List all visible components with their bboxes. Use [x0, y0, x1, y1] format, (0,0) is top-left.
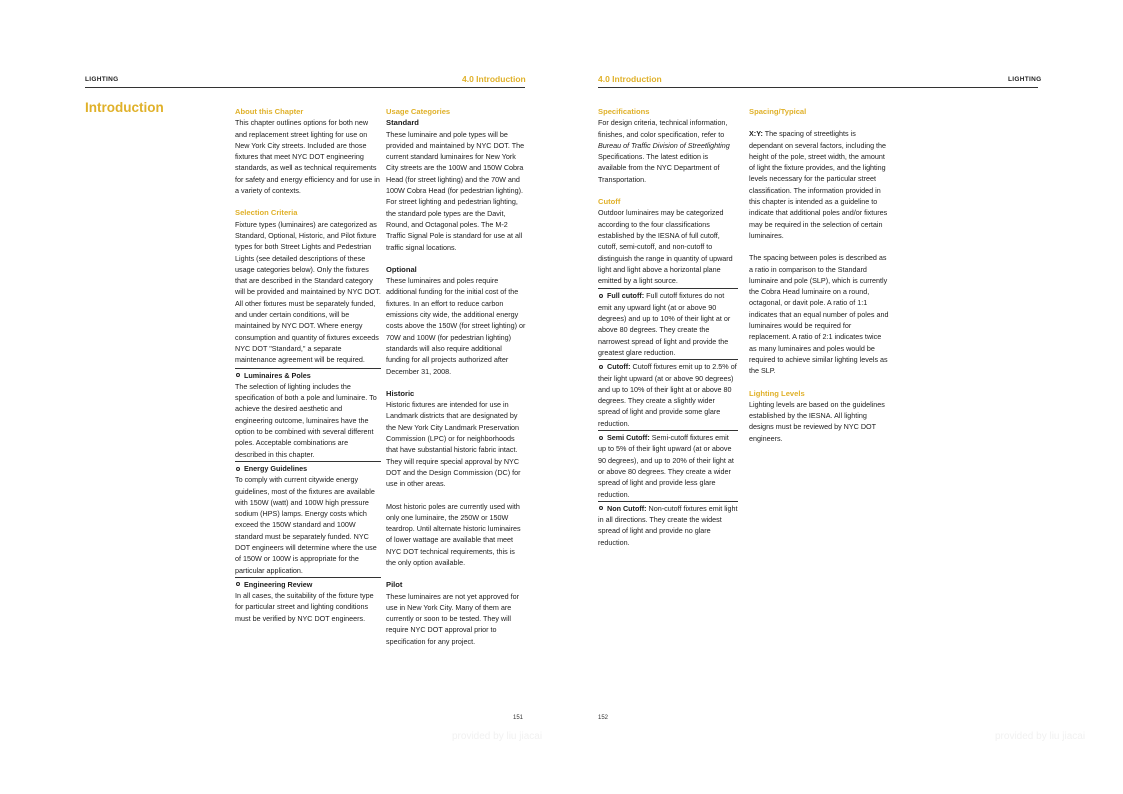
bullet-non-cutoff [598, 501, 738, 548]
bullet-circle-icon [599, 365, 603, 369]
right-column-2 [749, 106, 889, 455]
about-text: This chapter outlines options for both new and replacement street lighting for use on New York City streets. Included are those fixtures that meet NYC DOT engineering standards, as well as technical requirements for safety and energy efficiency and for use in a variety of contexts. [235, 118, 380, 196]
bullet-circle-icon [599, 506, 603, 510]
bullet-circle-icon [599, 436, 603, 440]
standard-text: These luminaire and pole types will be provided and maintained by NYC DOT. The current standard luminaires for New York City streets are the 100W and 150W Cobra Head (for street lighting) and the 70W and 100W Cobra Head (for pedestrian lighting). For street lighting and pedestrian lighting, the standard pole types are the Davit, Round, and Octagonal poles. The M-2 Traffic Signal Pole is standard for use at all traffic signal locations. [386, 129, 525, 252]
bullet-cutoff [598, 359, 738, 429]
standard-heading: Standard [386, 118, 419, 128]
pilot-text: These luminaires are not yet approved for use in New York City. Many of them are currently or soon to be tested. They will require NYC DOT approval prior to specification for any project. [386, 591, 520, 646]
bullet-heading: Engineering Review [244, 579, 313, 589]
specifications-heading: Specifications [598, 107, 650, 116]
left-page [0, 0, 561, 794]
watermark: provided by liu jiacai [452, 731, 543, 742]
running-header-label: LIGHTING [1008, 76, 1042, 83]
page-title: Introduction [85, 100, 164, 115]
left-column-2 [386, 106, 526, 658]
cutoff-text: Outdoor luminaires may be categorized according to the four classifications established by the IESNA of full cutoff, cutoff, semi-cutoff, and non-cutoff to distinguish the range in quantity of upward light and light above a horizontal plane emitted by a light source. [598, 208, 733, 286]
bullet-luminaires-poles [235, 368, 381, 460]
bullet-energy-guidelines [235, 461, 381, 576]
watermark: provided by liu jiacai [995, 731, 1086, 742]
bullet-heading: Full cutoff: [607, 291, 645, 301]
bullet-text: Non-cutoff fixtures emit light in all directions. They create the widest spread of light and provide no glare reduction. [598, 503, 738, 547]
bullet-semi-cutoff [598, 430, 738, 500]
spacing-text-1: X:Y: The spacing of streetlights is dependant on several factors, including the height of the pole, street width, the amount of light the fixture provides, and the lighting levels necessary for the particular street classification. The information provided in this chapter is intended as a guideline to indicate that additional poles and/or fixtures may be required in the selection of certain luminaires. [749, 129, 888, 240]
bullet-heading: Non Cutoff: [607, 503, 647, 513]
bullet-heading: Energy Guidelines [244, 463, 308, 473]
bullet-circle-icon [236, 467, 240, 471]
selection-heading: Selection Criteria [235, 208, 298, 218]
lighting-levels-text: Lighting levels are based on the guidelines established by the IESNA. All lighting designs must be reviewed by NYC DOT engineers. [749, 399, 885, 443]
bullet-text: Full cutoff fixtures do not emit any upward light (at or above 90 degrees) and up to 10% of their light at or above 80 degrees. They create the narrowest spread of light and provide the greatest glare reduction. [598, 291, 731, 357]
spacer [749, 117, 889, 128]
bullet-circle-icon [599, 294, 603, 298]
cutoff-heading: Cutoff [598, 197, 621, 207]
bullet-heading: Cutoff: [607, 362, 631, 372]
bullet-circle-icon [236, 582, 240, 586]
page-number: 152 [598, 715, 609, 721]
bullet-engineering-review [235, 577, 381, 624]
bullet-full-cutoff [598, 288, 738, 358]
historic-text-2: Most historic poles are currently used with only one luminaire, the 250W or 150W teardrop. Until alternate historic luminaires of lower wattage are available that meet NYC DOT technical requirements, this is the only option available. [386, 501, 521, 567]
about-heading: About this Chapter [235, 107, 304, 116]
spacing-text-2: The spacing between poles is described as a ratio in comparison to the Standard luminaire and pole (SLP), which is currently the Cobra Head luminaire on a round, octagonal, or davit pole. A ratio of 1:1 indicates that an equal number of poles and luminaires would be required for replacement. A ratio of 2:1 indicates twice as many luminaires and poles would be required to achieve similar lighting levels as the SLP. [749, 253, 889, 376]
bullet-text: In all cases, the suitability of the fixture type for particular street and lighting conditions must be verified by NYC DOT engineers. [235, 591, 374, 623]
header-rule [85, 87, 525, 88]
spacing-heading: Spacing/Typical [749, 107, 807, 116]
running-header-section: 4.0 Introduction [462, 74, 526, 84]
header-rule [598, 87, 1038, 88]
right-column-1 [598, 106, 738, 548]
bullet-heading: Luminaires & Poles [244, 370, 311, 380]
optional-text: These luminaires and poles require additional funding for the initial cost of the fixtures. In an effort to reduce carbon emissions city wide, the additional energy costs above the 150W (for street lighting) or 70W and 100W (for pedestrian lighting) standards will also require additional funding for all projects authorized after December 31, 2008. [386, 276, 526, 376]
bullet-text: Cutoff fixtures emit up to 2.5% of their light upward (at or above 90 degrees) and up to 10% of their light at or above 80 degrees. They create a slightly wider spread of light and provide some glare reduction. [598, 362, 737, 428]
selection-text: Fixture types (luminaires) are categorized as Standard, Optional, Historic, and Pilot fixture types for both Street Lights and Pedestrian Lights (see detailed descriptions of these usage categories below). Only the fixtures that are described in the Standard category will be provided and maintained by NYC DOT. All other fixtures must be separately funded, and under certain conditions, will be maintained by NYC DOT. Where energy consumption and quantity of fixtures exceeds NYC DOT "Standard," a separate maintenance agreement will be required. [235, 219, 381, 365]
pilot-heading: Pilot [386, 580, 403, 590]
bullet-text: The selection of lighting includes the specification of both a pole and luminaire. To achieve the desired aesthetic and engineering outcome, luminaires have the option to be combined with several different poles. Acceptable combinations are described in this chapter. [235, 381, 377, 459]
optional-heading: Optional [386, 264, 417, 274]
bullet-text: To comply with current citywide energy guidelines, most of the fixtures are available with 150W (watt) and 100W high pressure sodium (HPS) lamps. Energy costs which exceed the 150W standard and 100W standard must be separately funded. NYC DOT engineers will determine where the use of 150W or 100W is appropriate for the particular application. [235, 475, 377, 575]
right-page [562, 0, 1123, 794]
page-number: 151 [513, 715, 524, 721]
usage-heading: Usage Categories [386, 107, 451, 116]
running-header-section: 4.0 Introduction [598, 74, 662, 84]
bullet-text: Semi-cutoff fixtures emit up to 5% of their light upward (at or above 90 degrees), and up to 20% of their light at or above 80 degrees. They create a wider spread of light and provide less glare reduction. [598, 433, 734, 499]
historic-text-1: Historic fixtures are intended for use in Landmark districts that are designated by the New York City Landmark Preservation Commission (LPC) or for neighborhoods that have substantial historic fabric intact. They will require special approval by NYC DOT and the Design Commission (DC) for use in other areas. [386, 400, 521, 489]
lighting-levels-heading: Lighting Levels [749, 388, 805, 398]
running-header-label: LIGHTING [85, 76, 119, 83]
specifications-text: For design criteria, technical information, finishes, and color specification, refer to Bureau of Traffic Division of Streetlighting Specifications. The latest edition is available from the NYC Department of Transportation. [598, 118, 730, 184]
bullet-circle-icon [236, 373, 240, 377]
left-column-1 [235, 106, 381, 624]
bullet-heading: Semi Cutoff: [607, 433, 650, 443]
historic-heading: Historic [386, 388, 415, 398]
